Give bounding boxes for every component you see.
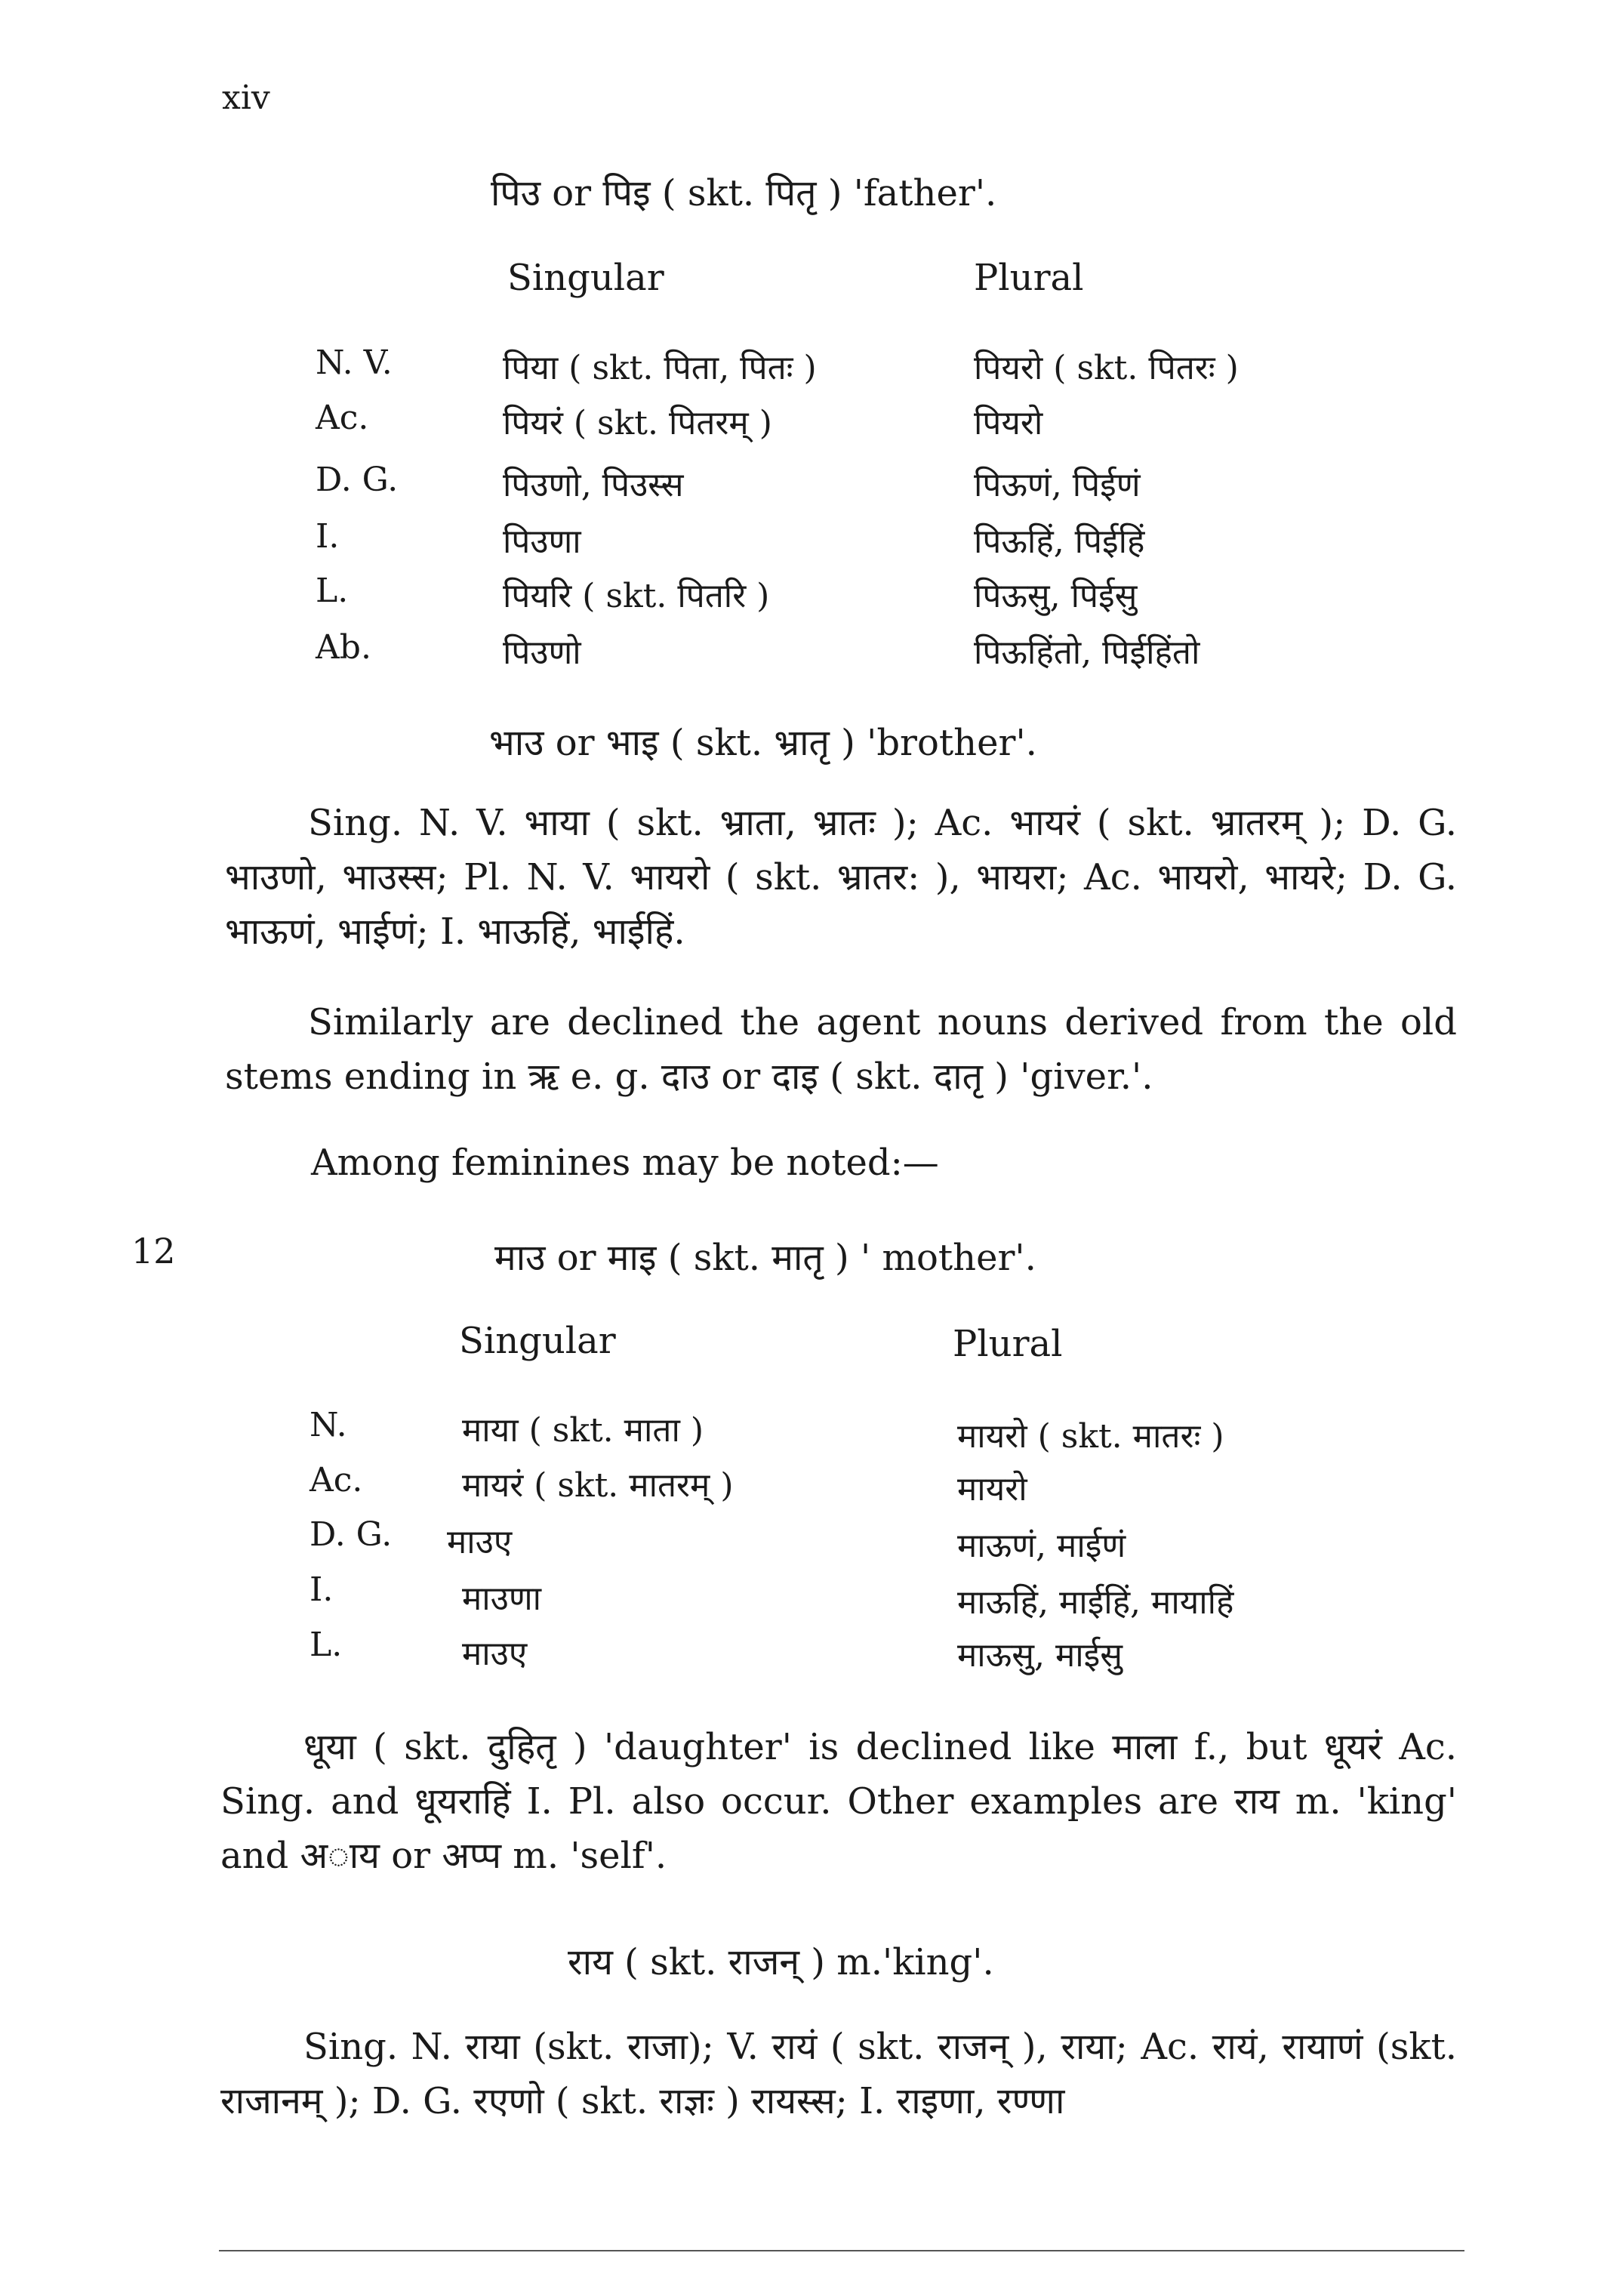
case-label: Ac. <box>310 1461 363 1499</box>
page-number: xiv <box>222 79 270 117</box>
plural-form: पिऊहिं, पिईहिं <box>974 522 1145 561</box>
plural-form: मायरो <box>957 1470 1027 1509</box>
singular-form: पिउणो, पिउस्स <box>503 466 684 504</box>
singular-form: पिया ( skt. पिता, पितः ) <box>503 349 817 387</box>
plural-form: पियरो ( skt. पितरः ) <box>974 349 1239 387</box>
plural-form: पिऊसु, पिईसु <box>974 577 1138 615</box>
singular-form: माउए <box>447 1523 513 1561</box>
plural-form: पियरो <box>974 404 1043 442</box>
father-col-singular: Singular <box>507 257 664 299</box>
brother-paragraph: Sing. N. V. भाया ( skt. भ्राता, भ्रातः ); Ac. भायरं ( skt. भ्रातरम् ); D. G. भाउणो, भाउस्स; Pl. N. V. भायरो ( skt. भ्रातर: ), भायरा; Ac. भायरो, भायरे; D. G. भाऊणं, भाईणं; I. भाऊहिं, भाईहिं. <box>225 802 1457 953</box>
mother-heading: माउ or माइ ( skt. मातृ ) ' mother'. <box>494 1237 1036 1279</box>
singular-form: माउए <box>462 1635 528 1673</box>
brother-heading: भाउ or भाइ ( skt. भ्रातृ ) 'brother'. <box>489 722 1037 764</box>
king-heading: राय ( skt. राजन् ) m.'king'. <box>568 1941 994 1983</box>
plural-form: मायरो ( skt. मातरः ) <box>957 1417 1224 1456</box>
case-label: L. <box>316 572 349 610</box>
plural-form: पिऊणं, पिईणं <box>974 466 1141 504</box>
case-label: Ab. <box>316 628 371 667</box>
case-label: D. G. <box>316 461 399 499</box>
plural-form: माऊणं, माईणं <box>957 1527 1126 1565</box>
singular-form: पिउणो <box>503 633 581 672</box>
father-heading: पिउ or पिइ ( skt. पितृ ) 'father'. <box>491 172 997 214</box>
case-label: D. G. <box>310 1515 393 1554</box>
plural-form: माऊहिं, माईहिं, मायाहिं <box>957 1583 1234 1622</box>
daughter-paragraph: धूया ( skt. दुहितृ ) 'daughter' is declined like माला f., but धूयरं Ac. Sing. and धूयराहिं I. Pl. also occur. Other examples are राय m. 'king' and अाय or अप्प m. 'self'. <box>220 1726 1457 1877</box>
feminines-intro: Among feminines may be noted:— <box>311 1142 939 1184</box>
case-label: Ac. <box>316 399 369 437</box>
singular-form: पियरं ( skt. पितरम् ) <box>503 404 772 442</box>
singular-form: मायरं ( skt. मातरम् ) <box>462 1466 734 1505</box>
case-label: L. <box>310 1626 343 1664</box>
mother-col-plural: Plural <box>953 1323 1063 1365</box>
case-label: I. <box>316 517 340 556</box>
case-label: N. <box>310 1406 347 1444</box>
singular-form: माया ( skt. माता ) <box>462 1411 704 1450</box>
case-label: I. <box>310 1570 334 1609</box>
margin-number: 12 <box>131 1231 176 1271</box>
father-col-plural: Plural <box>974 257 1084 299</box>
case-label: N. V. <box>316 344 393 382</box>
singular-form: पिउणा <box>503 522 581 561</box>
singular-form: माउणा <box>462 1579 542 1618</box>
singular-form: पियरि ( skt. पितरि ) <box>503 577 770 615</box>
footer-rule <box>219 2250 1464 2251</box>
king-paragraph: Sing. N. राया (skt. राजा); V. रायं ( skt. राजन् ), राया; Ac. रायं, रायाणं (skt. राजानम् ); D. G. रएणो ( skt. राज्ञः ) रायस्स; I. राइणा, रण्णा <box>220 2026 1457 2122</box>
plural-form: पिऊहिंतो, पिईहिंतो <box>974 633 1200 672</box>
agent-nouns-paragraph: Similarly are declined the agent nouns derived from the old stems ending in ऋ e. g. दाउ or दाइ ( skt. दातृ ) 'giver.'. <box>225 1001 1457 1098</box>
plural-form: माऊसु, माईसु <box>957 1636 1123 1675</box>
mother-col-singular: Singular <box>459 1320 616 1362</box>
